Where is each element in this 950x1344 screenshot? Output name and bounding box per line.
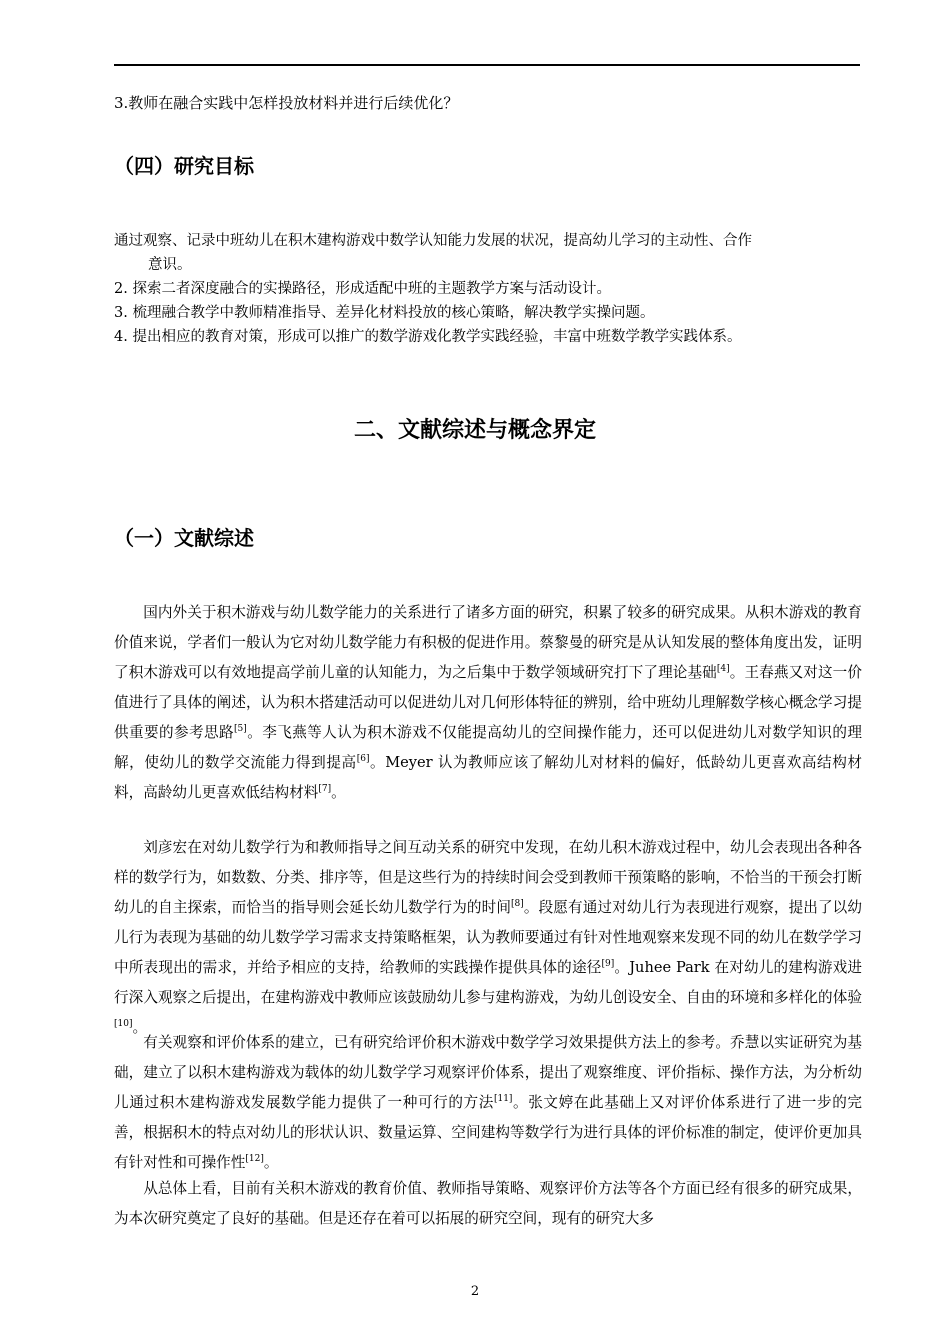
citation-reference: [6] (356, 754, 370, 765)
section-heading-research-goals: （四）研究目标 (114, 154, 254, 178)
paragraph-3 (114, 1028, 862, 1178)
paragraph-2 (114, 833, 862, 1043)
paragraph-text: 。Meyer 认为教师应该了解幼儿对材料的偏好，低龄幼儿更喜欢高结构材料，高龄幼儿更喜欢低结构材料 (114, 754, 862, 801)
citation-reference: [7] (318, 784, 332, 795)
goal-item-1: 通过观察、记录中班幼儿在积木建构游戏中数学认知能力发展的状况，提高幼儿学习的主动性、合作 (114, 233, 752, 249)
paragraph-text: 。王春燕又对这一价值进行了具体的阐述，认为积木搭建活动可以促进幼儿对几何形体特征的辨别，给中班幼儿理解数学核心概念学习提供重要的参考思路 (114, 664, 862, 741)
paragraph-text: 国内外关于积木游戏与幼儿数学能力的关系进行了诸多方面的研究，积累了较多的研究成果。从积木游戏的教育价值来说，学者们一般认为它对幼儿数学能力有积极的促进作用。蔡黎曼的研究是从认知发展的整体角度出发，证明了积木游戏可以有效地提高学前儿童的认知能力，为之后集中于数学领域研究打下了理论基础 (114, 604, 862, 681)
citation-reference: [8] (511, 899, 524, 910)
goal-item-2: 2. 探索二者深度融合的实操路径，形成适配中班的主题教学方案与活动设计。 (114, 281, 611, 297)
citation-reference: [4] (716, 664, 730, 675)
citation-reference: [5] (234, 724, 247, 735)
goal-item-1-continued: 意识。 (148, 257, 192, 273)
paragraph-text: 。段愿有通过对幼儿行为表现进行观察，提出了以幼儿行为表现为基础的幼儿数学学习需求支持策略框架，认为教师要通过有针对性地观察来发现不同的幼儿在数学学习中所表现出的需求，并给予相应的支持，给教师的实践操作提供具体的途径 (114, 899, 862, 976)
paragraph-text: 。李飞燕等人认为积木游戏不仅能提高幼儿的空间操作能力，还可以促进幼儿对数学知识的理解，使幼儿的数学交流能力得到提高 (114, 724, 862, 771)
goal-item-3: 3. 梳理融合教学中教师精准指导、差异化材料投放的核心策略，解决教学实操问题。 (114, 305, 655, 321)
research-question-3: 3.教师在融合实践中怎样投放材料并进行后续优化？ (114, 94, 459, 112)
header-rule (114, 64, 860, 66)
paragraph-text: 。Juhee Park 在对幼儿的建构游戏进行深入观察之后提出，在建构游戏中教师应该鼓励幼儿参与建构游戏，为幼儿创设安全、自由的环境和多样化的体验 (114, 959, 862, 1006)
paragraph-text: 。张文婷在此基础上又对评价体系进行了进一步的完善，根据积木的特点对幼儿的形状认识、数量运算、空间建构等数学行为进行具体的评价标准的制定，使评价更加具有针对性和可操作性 (114, 1094, 862, 1171)
paragraph-text: 。 (263, 1154, 279, 1171)
paragraph-text: 。 (331, 784, 346, 801)
citation-reference: [9] (601, 959, 615, 970)
paragraph-text: 。 (132, 1019, 148, 1036)
page-number: 2 (470, 1284, 480, 1299)
citation-reference: [12] (245, 1154, 264, 1165)
citation-reference: [10] (114, 1019, 133, 1030)
section-heading-literature-review: （一）文献综述 (114, 526, 254, 550)
citation-reference: [11] (493, 1094, 513, 1105)
paragraph-1 (114, 598, 862, 808)
paragraph-text: 刘彦宏在对幼儿数学行为和教师指导之间互动关系的研究中发现，在幼儿积木游戏过程中，幼儿会表现出各种各样的数学行为，如数数、分类、排序等，但是这些行为的持续时间会受到教师干预策略的影响，不恰当的干预会打断幼儿的自主探索，而恰当的指导则会延长幼儿数学行为的时间 (114, 839, 862, 916)
paragraph-text: 有关观察和评价体系的建立，已有研究给评价积木游戏中数学学习效果提供方法上的参考。乔慧以实证研究为基础，建立了以积木建构游戏为载体的幼儿数学学习观察评价体系，提出了观察维度、评价指标、操作方法，为分析幼儿通过积木建构游戏发展数学能力提供了一种可行的方法 (114, 1034, 862, 1111)
chapter-heading: 二、文献综述与概念界定 (353, 418, 596, 443)
paragraph-text: 从总体上看，目前有关积木游戏的教育价值、教师指导策略、观察评价方法等各个方面已经有很多的研究成果，为本次研究奠定了良好的基础。但是还存在着可以拓展的研究空间，现有的研究大多 (114, 1180, 862, 1227)
goal-item-4: 4. 提出相应的教育对策，形成可以推广的数学游戏化教学实践经验，丰富中班数学教学实践体系。 (114, 329, 742, 345)
paragraph-4 (114, 1174, 862, 1234)
